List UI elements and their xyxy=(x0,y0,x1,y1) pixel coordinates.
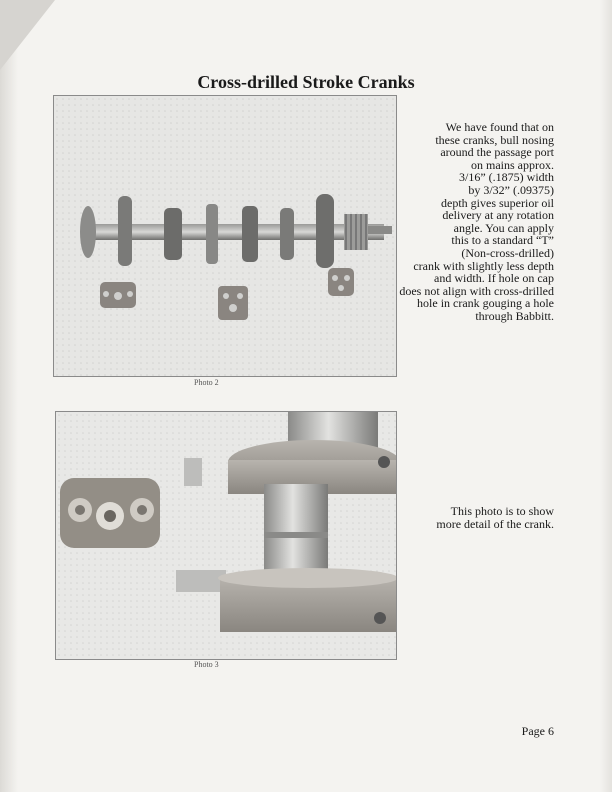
photo-2-caption: Photo 2 xyxy=(194,378,219,387)
photo-3-caption: Photo 3 xyxy=(194,660,219,669)
page-title: Cross-drilled Stroke Cranks xyxy=(197,72,415,92)
page-number: Page 6 xyxy=(521,724,554,738)
photo-2-description: We have found that on these cranks, bull nosing around the passage port on mains approx. 3/16” (.1875) width by 3/32” (.09375) depth gives superior oil delivery at any rotation angle. You can apply this to a standard “T” (Non-cross-drilled) crank with slightly less depth and width. If hole on cap does not align with cross-drilled hole in crank gouging a hole through Babbitt. xyxy=(399,120,554,323)
photo-3-description: This photo is to show more detail of the crank. xyxy=(436,504,554,531)
folded-corner xyxy=(0,0,55,70)
crank-detail-photo xyxy=(55,411,397,660)
crankshaft-photo xyxy=(53,95,397,377)
